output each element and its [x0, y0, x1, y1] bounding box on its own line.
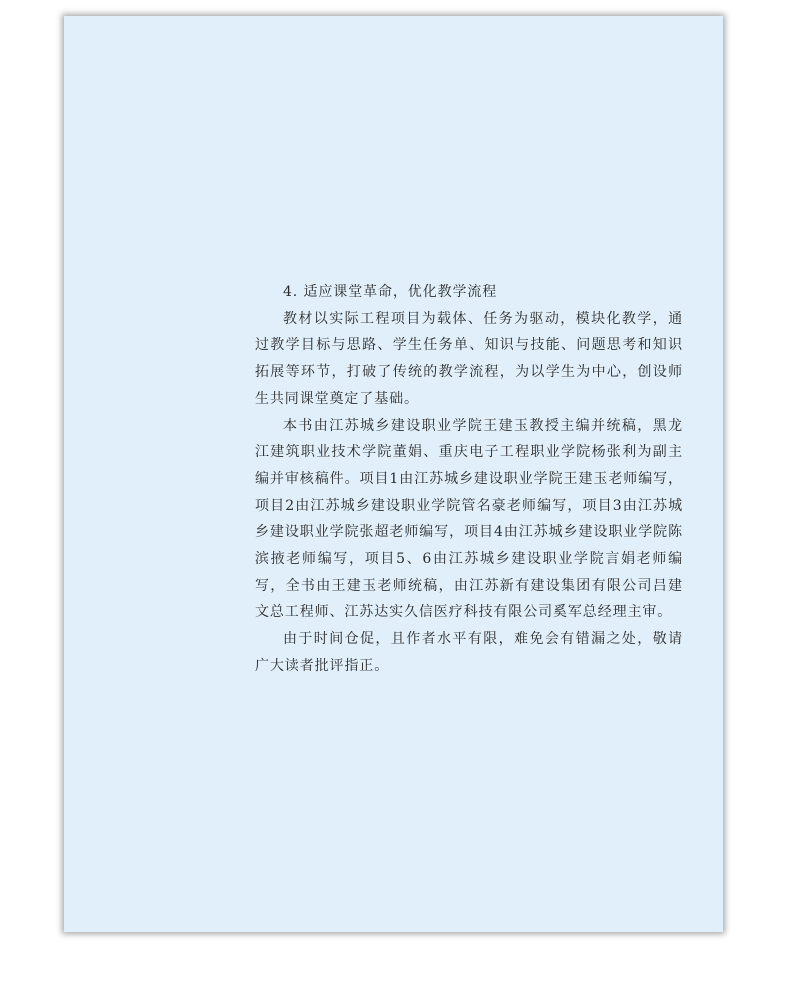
section-heading: 4. 适应课堂革命，优化教学流程 — [283, 284, 498, 300]
page-sheet — [64, 16, 723, 932]
paragraph-authors: 本书由江苏城乡建设职业学院王建玉教授主编并统稿，黑龙江建筑职业技术学院董娟、重庆电子工程职业学院杨张利为副主编并审核稿件。项目1由江苏城乡建设职业学院王建玉老师编写，项目2由江苏城乡建设职业学院管名豪老师编写，项目3由江苏城乡建设职业学院张超老师编写，项目4由江苏城乡建设职业学院陈滨掖老师编写，项目5、6由江苏城乡建设职业学院言娟老师编写，全书由王建玉老师统稿，由江苏新有建设集团有限公司吕建文总工程师、江苏达实久信医疗科技有限公司奚军总经理主审。 — [255, 417, 683, 621]
paragraph-teaching-flow: 教材以实际工程项目为载体、任务为驱动，模块化教学，通过教学目标与思路、学生任务单、知识与技能、问题思考和知识拓展等环节，打破了传统的教学流程，为以学生为中心，创设师生共同课堂奠定了基础。 — [255, 310, 683, 407]
paragraph-apology: 由于时间仓促，且作者水平有限，难免会有错漏之处，敬请广大读者批评指正。 — [255, 631, 683, 674]
preface-text — [255, 279, 683, 680]
